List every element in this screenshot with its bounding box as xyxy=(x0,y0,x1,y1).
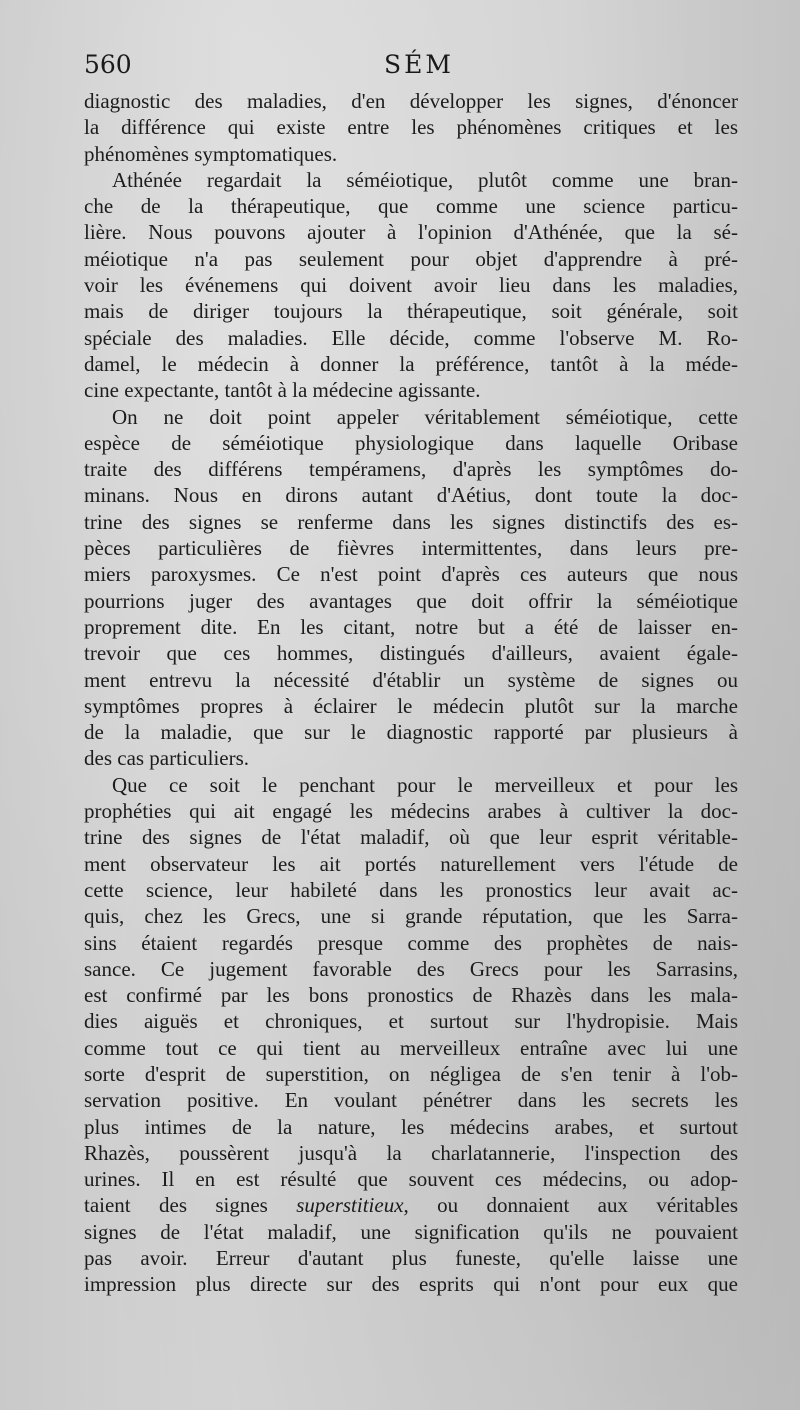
text-line: spéciale des maladies. Elle décide, comme l'observe M. Ro- xyxy=(84,325,738,350)
text-line: la différence qui existe entre les phénomènes critiques et les xyxy=(84,115,738,140)
text-line: espèce de séméiotique physiologique dans laquelle Oribase xyxy=(84,430,738,455)
text-line: cine expectante, tantôt à la médecine agissante. xyxy=(84,378,481,403)
text-line: cette science, leur habileté dans les pronostics leur avait ac- xyxy=(84,877,738,902)
text-line: Athénée regardait la séméiotique, plutôt comme une bran- xyxy=(112,167,738,192)
text-line-with-italic xyxy=(84,1192,738,1218)
paragraph-4 xyxy=(84,772,738,1298)
running-head: SÉM xyxy=(384,50,454,79)
text-line: pas avoir. Erreur d'autant plus funeste, qu'elle laisse une xyxy=(84,1246,738,1271)
text-line: sance. Ce jugement favorable des Grecs pour les Sarrasins, xyxy=(84,956,738,981)
text-line: plus intimes de la nature, les médecins arabes, et surtout xyxy=(84,1114,738,1139)
text-line: signes de l'état maladif, une signification qu'ils ne pouvaient xyxy=(84,1219,738,1244)
text-line: minans. Nous en dirons autant d'Aétius, dont toute la doc- xyxy=(84,483,738,508)
text-line: pèces particulières de fièvres intermittentes, dans leurs pre- xyxy=(84,536,738,561)
text-line: che de la thérapeutique, que comme une science particu- xyxy=(84,194,738,219)
paragraph-3 xyxy=(84,404,738,772)
text-line: On ne doit point appeler véritablement séméiotique, cette xyxy=(112,404,738,429)
text-line: voir les événemens qui doivent avoir lieu dans les maladies, xyxy=(84,273,738,298)
text-line: trine des signes se renferme dans les signes distinctifs des es- xyxy=(84,509,738,534)
text-line: pourrions juger des avantages que doit offrir la séméiotique xyxy=(84,588,738,613)
text-line: trine des signes de l'état maladif, où que leur esprit véritable- xyxy=(84,825,738,850)
text-line: lière. Nous pouvons ajouter à l'opinion d'Athénée, que la sé- xyxy=(84,220,738,245)
text-line: impression plus directe sur des esprits qui n'ont pour eux que xyxy=(84,1272,738,1297)
text-line: traite des différens tempéramens, d'après les symptômes do- xyxy=(84,457,738,482)
text-line: urines. Il en est résulté que souvent ces médecins, ou adop- xyxy=(84,1167,738,1192)
text-line: est confirmé par les bons pronostics de Rhazès dans les mala- xyxy=(84,983,738,1008)
text-line: de la maladie, que sur le diagnostic rapporté par plusieurs à xyxy=(84,720,738,745)
text-line: proprement dite. En les citant, notre but a été de laisser en- xyxy=(84,614,738,639)
text-line: ment observateur les ait portés naturellement vers l'étude de xyxy=(84,851,738,876)
text-line: miers paroxysmes. Ce n'est point d'après ces auteurs que nous xyxy=(84,562,738,587)
text-line: comme tout ce qui tient au merveilleux entraîne avec lui une xyxy=(84,1035,738,1060)
text-line: des cas particuliers. xyxy=(84,746,250,771)
text-line: Que ce soit le penchant pour le merveilleux et pour les xyxy=(112,772,738,797)
text-line: damel, le médecin à donner la préférence, tantôt à la méde- xyxy=(84,351,738,376)
text-segment: taient des signes xyxy=(84,1193,268,1218)
paragraph-2 xyxy=(84,167,738,404)
text-line: dies aiguës et chroniques, et surtout sur l'hydropisie. Mais xyxy=(84,1009,738,1034)
text-line: trevoir que ces hommes, distingués d'ailleurs, avaient égale- xyxy=(84,641,738,666)
text-line: quis, chez les Grecs, une si grande réputation, que les Sarra- xyxy=(84,904,738,929)
text-line: mais de diriger toujours la thérapeutique, soit générale, soit xyxy=(84,299,738,324)
text-line: sorte d'esprit de superstition, on négligea de s'en tenir à l'ob- xyxy=(84,1061,738,1086)
text-line: servation positive. En voulant pénétrer dans les secrets les xyxy=(84,1088,738,1113)
text-line: phénomènes symptomatiques. xyxy=(84,141,338,166)
body-text xyxy=(84,88,738,1298)
text-segment: , ou donnaient aux véritables xyxy=(403,1193,738,1218)
text-line: prophéties qui ait engagé les médecins arabes à cultiver la doc- xyxy=(84,799,738,824)
paragraph-1 xyxy=(84,88,738,167)
italic-word: superstitieux xyxy=(296,1193,404,1218)
text-line: ment entrevu la nécessité d'établir un système de signes ou xyxy=(84,667,738,692)
page-number: 560 xyxy=(84,50,132,79)
page-header xyxy=(84,50,738,86)
text-line: diagnostic des maladies, d'en développer les signes, d'énoncer xyxy=(84,89,738,113)
text-line: Rhazès, poussèrent jusqu'à la charlatannerie, l'inspection des xyxy=(84,1140,738,1165)
text-line: méiotique n'a pas seulement pour objet d'apprendre à pré- xyxy=(84,246,738,271)
text-line: symptômes propres à éclairer le médecin plutôt sur la marche xyxy=(84,693,738,718)
text-line: sins étaient regardés presque comme des prophètes de nais- xyxy=(84,930,738,955)
